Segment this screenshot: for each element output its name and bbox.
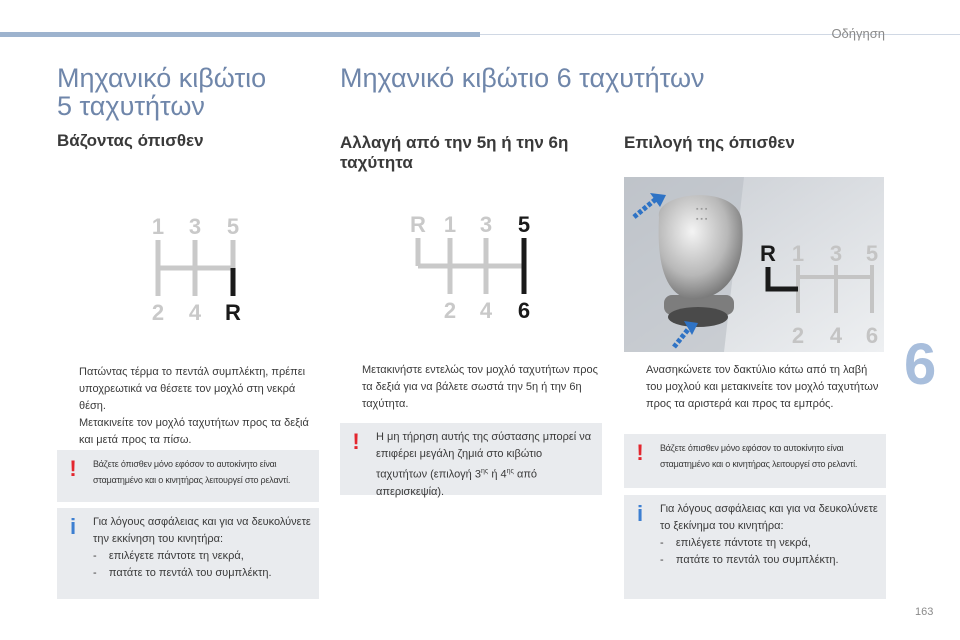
- gear-label-3: 3: [479, 212, 493, 237]
- dash-icon: -: [93, 567, 97, 579]
- gear-label-2: 2: [151, 300, 165, 324]
- gear-label-3: 3: [829, 241, 843, 266]
- bullet-text: Πατώντας τέρμα το πεντάλ συμπλέκτη, πρέπει υποχρεωτικά να θέσετε τον μοχλό στη νεκρά θέση.: [79, 366, 306, 412]
- gear-label-2: 2: [791, 323, 805, 348]
- gear-label-3: 3: [188, 214, 202, 239]
- bullet-item: [57, 364, 319, 415]
- info-box-left: [57, 508, 319, 599]
- gear-knob-photo: [624, 177, 884, 352]
- gear-label-2: 2: [443, 298, 457, 323]
- warning-text: Βάζετε όπισθεν μόνο εφόσον το αυτοκίνητο είναι σταματημένο και ο κινητήρας λειτουργεί στο ρελαντί.: [93, 459, 291, 485]
- info-box-right: [624, 495, 886, 599]
- bullet-item: [624, 362, 886, 413]
- subtitle-change-5-6: Αλλαγή από την 5η ή την 6η ταχύτητα: [340, 133, 569, 172]
- bullet-text: Ανασηκώνετε τον δακτύλιο κάτω από τη λαβή του μοχλού και μετακινείτε τον μοχλό ταχυτήτων προς τα αριστερά και προς τα εμπρός.: [646, 364, 879, 410]
- gear-label-1: 1: [151, 214, 165, 239]
- gear-label-4: 4: [829, 323, 843, 348]
- bullet-item: [340, 362, 602, 413]
- warning-icon: !: [352, 429, 360, 454]
- info-icon: i: [636, 501, 644, 526]
- gear-diagram-5-speed: [146, 212, 256, 324]
- bullet-item: [57, 415, 319, 449]
- gear-label-5: 5: [517, 212, 531, 237]
- header-accent-bar: [0, 32, 480, 37]
- gear-label-1: 1: [443, 212, 457, 237]
- gear-label-5: 5: [226, 214, 240, 239]
- info-item: - επιλέγετε πάντοτε τη νεκρά,: [660, 537, 811, 549]
- section-name: Οδήγηση: [831, 26, 885, 41]
- gear-label-6: 6: [517, 298, 531, 323]
- gear-diagram-6-speed-change: [406, 208, 546, 324]
- gear-label-r: R: [760, 241, 776, 266]
- svg-text:▪ ▪ ▪: ▪ ▪ ▪: [696, 206, 708, 213]
- gear-label-r: R: [410, 212, 426, 237]
- title-6-speed: Μηχανικό κιβώτιο 6 ταχυτήτων: [340, 63, 705, 93]
- subtitle-reverse-6: Επιλογή της όπισθεν: [624, 133, 795, 152]
- warning-icon: !: [69, 456, 77, 481]
- info-icon: i: [69, 514, 77, 539]
- chapter-number: 6: [904, 332, 937, 397]
- dash-icon: -: [660, 554, 664, 566]
- info-item: - πατάτε το πεντάλ του συμπλέκτη.: [660, 554, 839, 566]
- reverse-6-instructions: [624, 362, 886, 413]
- gear-label-5: 5: [865, 241, 879, 266]
- warning-icon: !: [636, 440, 644, 465]
- dash-icon: -: [660, 537, 664, 549]
- title-5-speed: [57, 64, 317, 120]
- warning-text: Βάζετε όπισθεν μόνο εφόσον το αυτοκίνητο είναι σταματημένο και ο κινητήρας λειτουργεί στο ρελαντί.: [660, 443, 858, 469]
- warning-text: Η μη τήρηση αυτής της σύστασης μπορεί να επιφέρει μεγάλη ζημιά στο κιβώτιο ταχυτήτων (επιλογή $3^{\eta\varsigma}$ ή $4^{\eta\varsigma}$ από απερισκεψία).: [376, 431, 592, 498]
- reverse-5-instructions: [57, 364, 319, 449]
- info-intro: Για λόγους ασφάλειας και για να δευκολύνετε το ξεκίνημα του κινητήρα:: [660, 503, 878, 532]
- gear-label-4: 4: [188, 300, 202, 324]
- title-5-speed-line2: 5 ταχυτήτων: [57, 91, 205, 121]
- gear-label-4: 4: [479, 298, 493, 323]
- page-number: 163: [915, 606, 934, 618]
- svg-text:▪ ▪ ▪: ▪ ▪ ▪: [696, 216, 708, 223]
- info-intro: Για λόγους ασφάλειας και για να δευκολύνετε την εκκίνηση του κινητήρα:: [93, 516, 311, 545]
- title-5-speed-line1: Μηχανικό κιβώτιο: [57, 63, 267, 93]
- subtitle-reverse-5: Βάζοντας όπισθεν: [57, 131, 204, 150]
- warning-box-right: [624, 434, 886, 488]
- bullet-text: Μετακινείτε τον μοχλό ταχυτήτων προς τα δεξιά και μετά προς τα πίσω.: [79, 417, 309, 446]
- header-rule: [480, 34, 960, 35]
- gear-label-6: 6: [865, 323, 879, 348]
- change-5-6-instructions: [340, 362, 602, 413]
- gear-label-r: R: [225, 300, 241, 324]
- gear-label-1: 1: [791, 241, 805, 266]
- bullet-text: Μετακινήστε εντελώς τον μοχλό ταχυτήτων προς τα δεξιά για να βάλετε σωστά την 5η ή την 6η ταχύτητα.: [362, 364, 598, 410]
- warning-box-middle: [340, 423, 602, 498]
- warning-box-left: [57, 450, 319, 502]
- info-item: - επιλέγετε πάντοτε τη νεκρά,: [93, 550, 244, 562]
- info-item: - πατάτε το πεντάλ του συμπλέκτη.: [93, 567, 272, 579]
- dash-icon: -: [93, 550, 97, 562]
